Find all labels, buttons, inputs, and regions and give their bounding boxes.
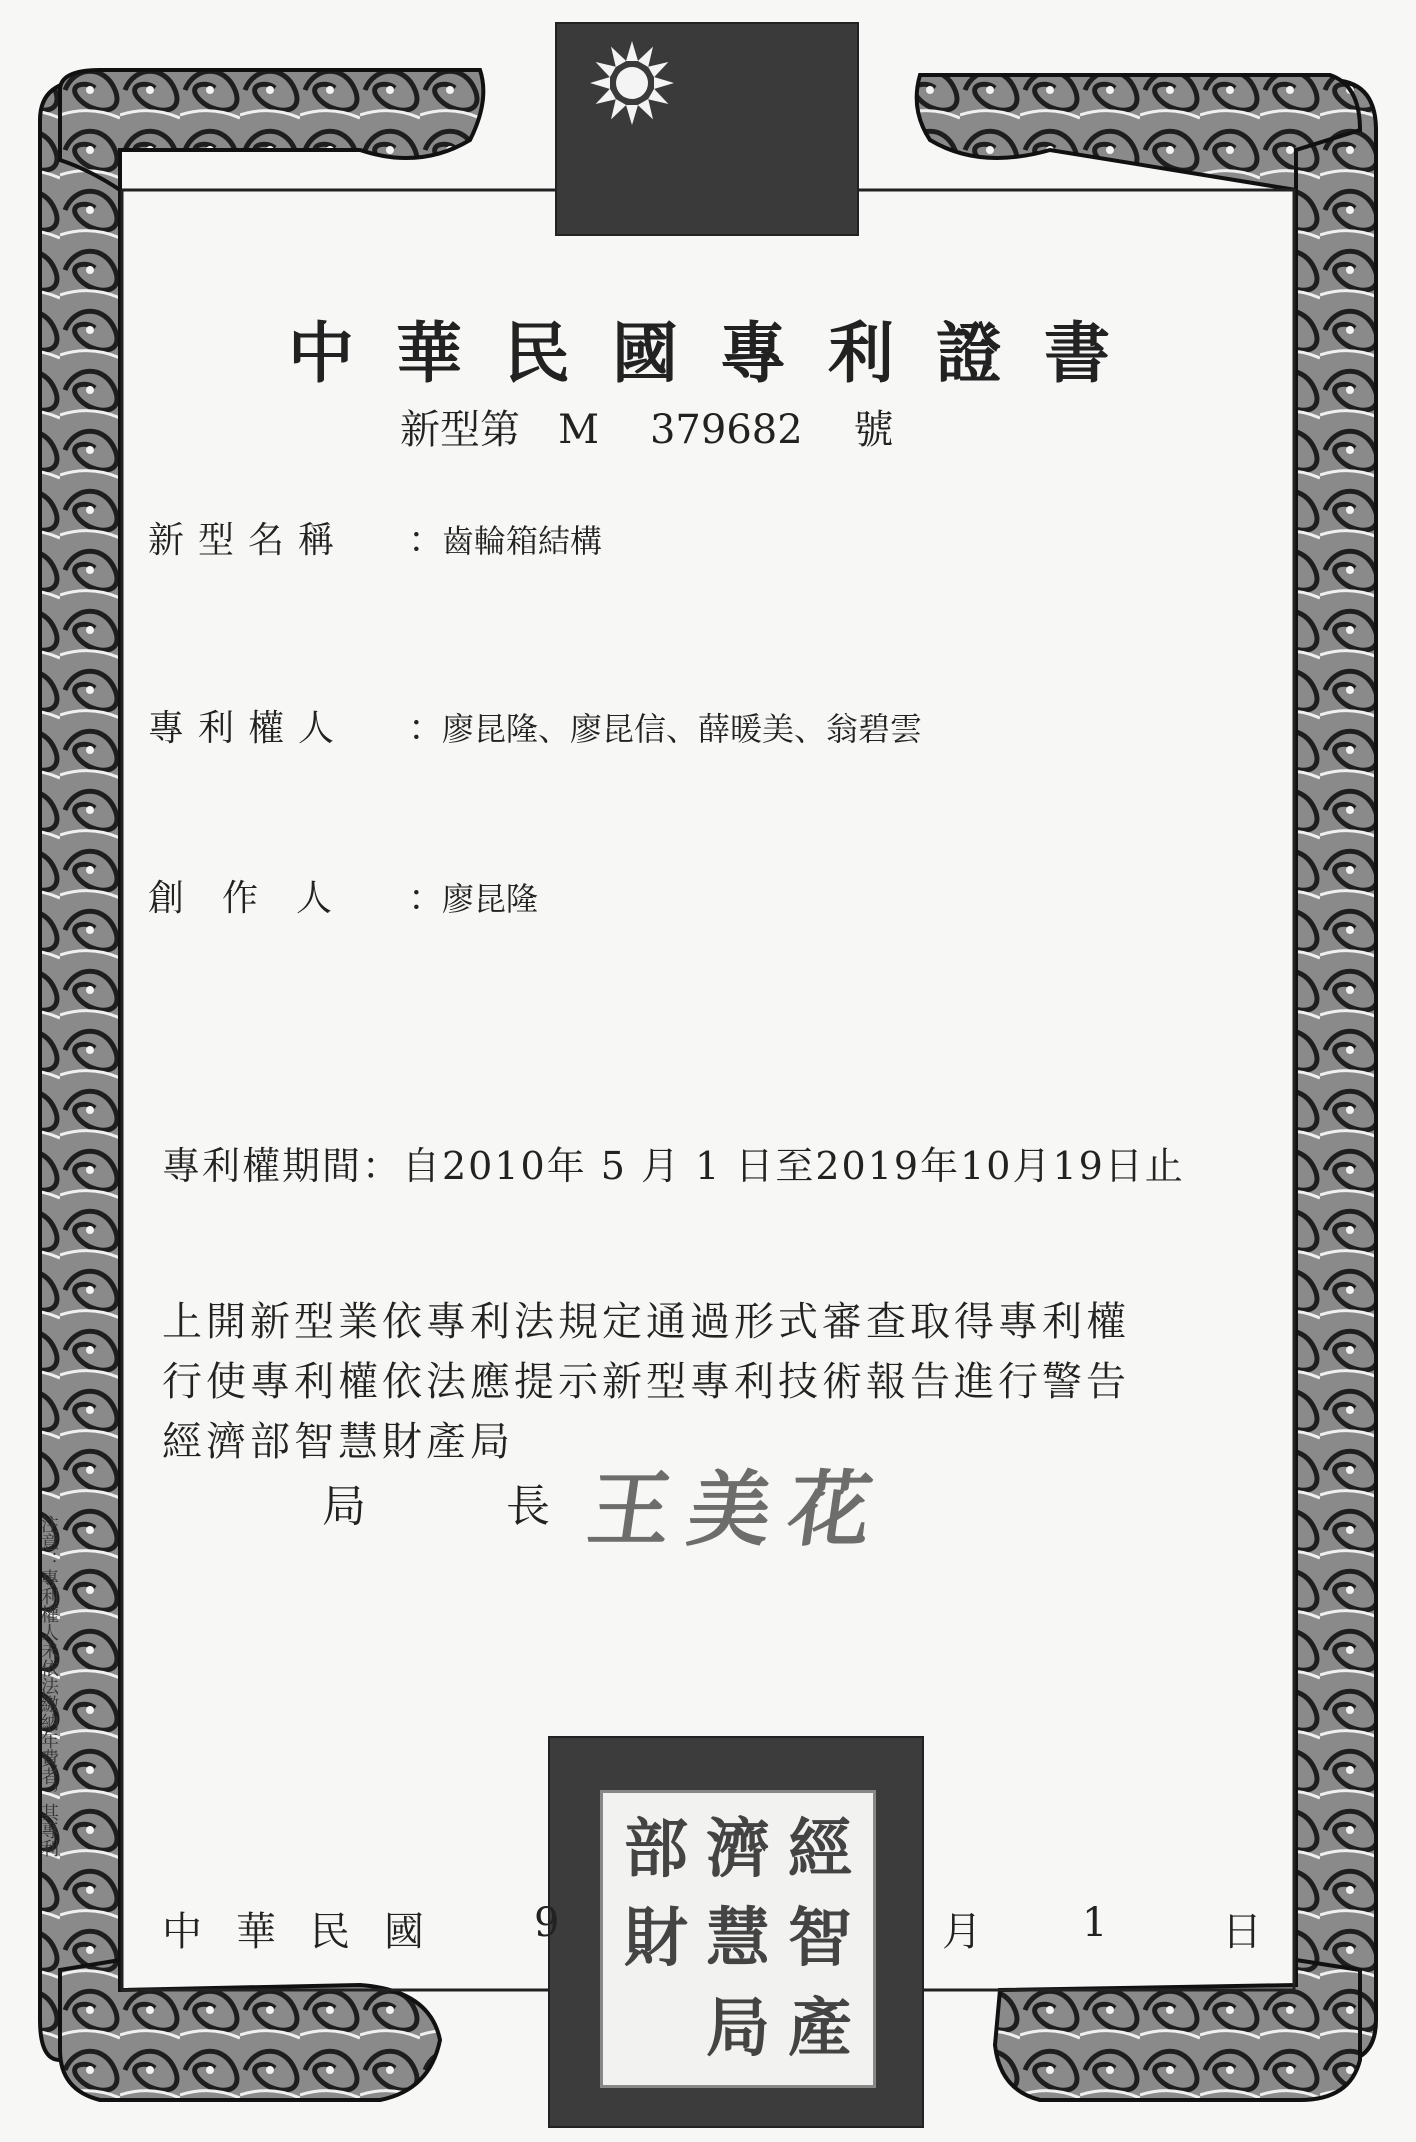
declaration-line-1: 上開新型業依專利法規定通過形式審查取得專利權: [162, 1299, 1130, 1345]
field-value: 齒輪箱結構: [442, 522, 603, 560]
seal-character: 慧: [706, 1901, 770, 1977]
field-creator: [148, 870, 538, 921]
patent-term: 專利權期間：自2010年 5 月 1 日至2019年10月19日止: [162, 1144, 1185, 1188]
director-signature: 王美花: [582, 1462, 896, 1558]
seal-character: [615, 1984, 697, 2073]
field-patentee: [148, 700, 922, 751]
date-era: 中華民國: [162, 1909, 458, 1955]
national-flag: [555, 22, 859, 236]
side-note: 注意：專利權人未依法繳納年費者，其專利: [38, 1515, 59, 1857]
seal-character: 部: [624, 1812, 688, 1887]
field-colon: ：: [408, 520, 445, 561]
patent-number: [400, 398, 894, 455]
seal-character: 產: [788, 1990, 852, 2066]
certificate-title: 中華民國專利證書: [288, 314, 1152, 392]
director-title: 局長: [322, 1481, 690, 1532]
seal-character: 局: [706, 1990, 770, 2066]
number-digits: 379682: [649, 407, 803, 453]
field-label: 專利權人: [148, 708, 349, 749]
field-colon: ：: [408, 878, 445, 919]
issuing-office: 經濟部智慧財產局: [162, 1419, 514, 1465]
seal-character: 智: [788, 1901, 852, 1977]
seal-character: 經: [788, 1812, 852, 1887]
date-day-label: 日: [1222, 1909, 1262, 1955]
date-month-label: 月: [942, 1909, 982, 1955]
field-colon: ：: [408, 708, 445, 749]
date-day: 1: [1082, 1900, 1108, 1946]
field-value: 廖昆隆: [442, 880, 539, 918]
seal-character: 財: [624, 1901, 688, 1977]
declaration-line-2: 行使專利權依法應提示新型專利技術報告進行警告: [162, 1359, 1130, 1405]
date-year: 9: [534, 1900, 560, 1946]
seal-character: 濟: [706, 1812, 770, 1887]
field-label: 創作人: [148, 878, 371, 919]
field-model-name: [148, 512, 602, 563]
number-letter: M: [558, 407, 600, 453]
field-label: 新型名稱: [148, 520, 349, 561]
field-value: 廖昆隆、廖昆信、薛暖美、翁碧雲: [442, 710, 923, 748]
official-seal: [600, 1790, 876, 2088]
number-prefix: 新型第: [400, 407, 520, 453]
number-suffix: 號: [853, 407, 894, 453]
sun-emblem-icon: [587, 38, 677, 128]
